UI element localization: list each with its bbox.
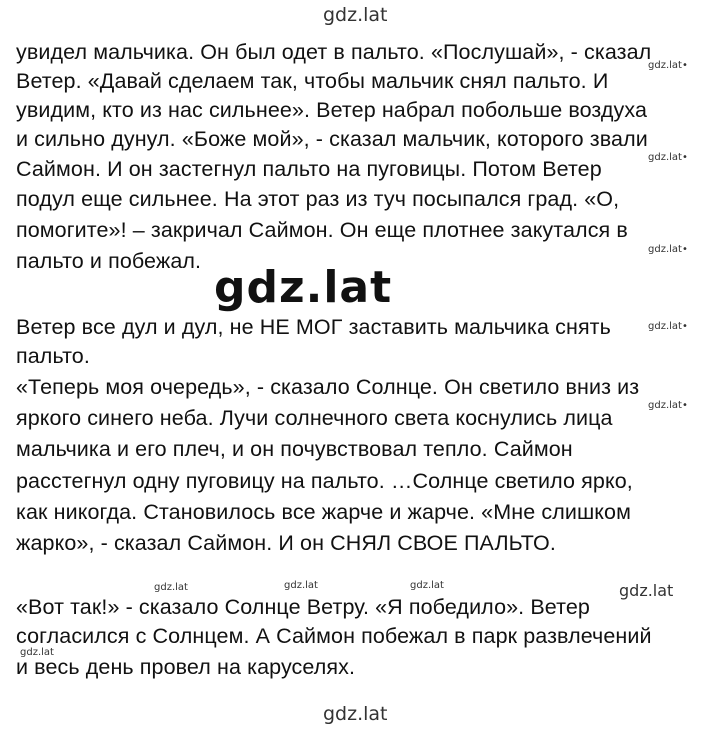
watermark: gdz.lat• — [648, 244, 688, 255]
text-line: яркого синего неба. Лучи солнечного света коснулись лица — [16, 406, 613, 430]
watermark: gdz.lat• — [648, 152, 688, 163]
watermark: gdz.lat — [284, 580, 318, 591]
text-line: «Вот так!» - сказало Солнце Ветру. «Я победило». Ветер — [16, 595, 590, 619]
text-line: мальчика и его плеч, и он почувствовал тепло. Саймон — [16, 437, 573, 461]
text-line: увидел мальчика. Он был одет в пальто. «Послушай», - сказал — [16, 40, 652, 64]
text-line: помогите»! – закричал Саймон. Он еще плотнее закутался в — [16, 218, 628, 242]
text-line: пальто. — [16, 344, 90, 368]
watermark: gdz.lat — [619, 581, 674, 600]
text-line: увидим, кто из нас сильнее». Ветер набрал побольше воздуха — [16, 98, 648, 122]
text-line: «Теперь моя очередь», - сказало Солнце. Он светило вниз из — [16, 375, 640, 399]
watermark-top: gdz.lat — [323, 4, 388, 26]
text-line: и сильно дунул. «Боже мой», - сказал мальчик, которого звали — [16, 127, 648, 151]
text-line: Ветер все дул и дул, не НЕ МОГ заставить мальчика снять — [16, 315, 611, 339]
watermark-large: gdz.lat — [214, 262, 393, 313]
watermark: gdz.lat• — [648, 400, 688, 411]
text-line: Ветер. «Давай сделаем так, чтобы мальчик снял пальто. И — [16, 69, 609, 93]
watermark-bottom: gdz.lat — [323, 703, 388, 725]
text-line: как никогда. Становилось все жарче и жарче. «Мне слишком — [16, 500, 631, 524]
watermark: gdz.lat• — [648, 60, 688, 71]
watermark: gdz.lat — [154, 582, 188, 593]
watermark: gdz.lat• — [648, 321, 688, 332]
text-line: согласился с Солнцем. А Саймон побежал в парк развлечений — [16, 624, 652, 648]
text-line: расстегнул одну пуговицу на пальто. …Солнце светило ярко, — [16, 469, 633, 493]
text-line: и весь день провел на каруселях. — [16, 655, 356, 679]
text-line: подул еще сильнее. На этот раз из туч посыпался град. «О, — [16, 187, 620, 211]
watermark: gdz.lat — [20, 647, 54, 658]
text-line: Саймон. И он застегнул пальто на пуговицы. Потом Ветер — [16, 157, 602, 181]
text-line: пальто и побежал. — [16, 249, 202, 273]
text-line: жарко», - сказал Саймон. И он СНЯЛ СВОЕ ПАЛЬТО. — [16, 531, 556, 555]
watermark: gdz.lat — [410, 580, 444, 591]
